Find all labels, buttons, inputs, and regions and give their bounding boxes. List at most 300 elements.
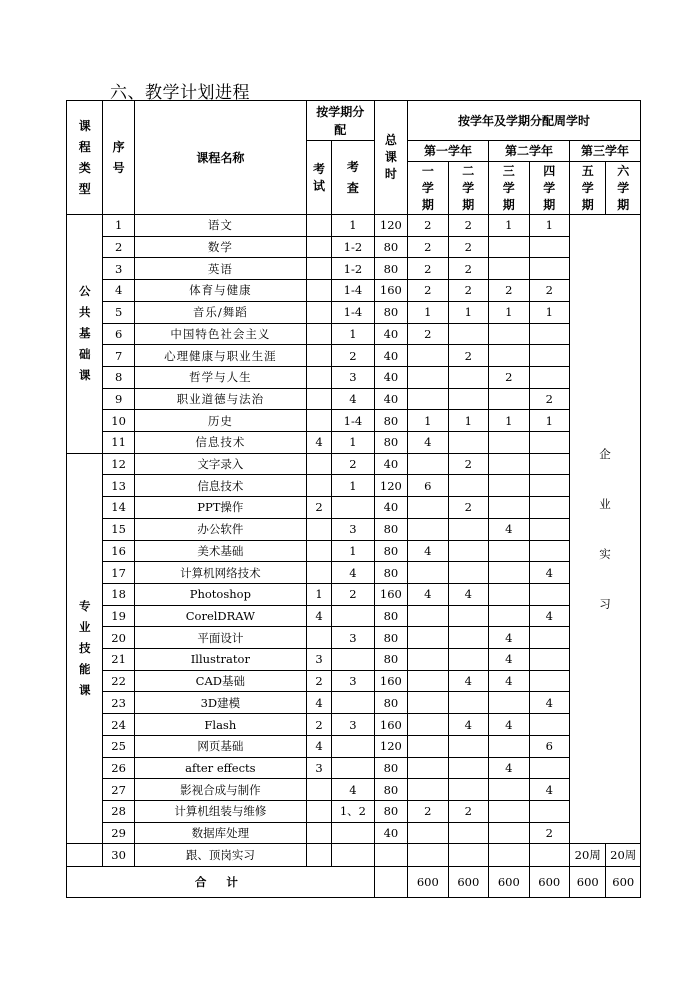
cell-term-1: 4 [408,540,448,562]
cell-exam [306,800,331,822]
cell-term-2: 4 [448,583,488,605]
table-row [67,670,641,692]
header-term-1: 一学期 [408,162,448,215]
cell-term-4: 4 [529,692,569,714]
table-row [67,453,641,475]
cell-term-3: 2 [489,280,529,302]
cell-check: 3 [332,518,375,540]
cell-seq: 21 [103,649,134,671]
cell-exam [306,301,331,323]
total-term-1: 600 [408,866,448,898]
cell-term-4 [529,670,569,692]
cell-term-1 [408,714,448,736]
cell-term-4 [529,844,569,866]
cell-term-2 [448,518,488,540]
cell-exam: 4 [306,605,331,627]
cell-term-4 [529,366,569,388]
internship-block: 企业实习 [570,215,641,844]
table-row [67,410,641,432]
cell-exam [306,627,331,649]
cell-term-2 [448,323,488,345]
table-row [67,779,641,801]
cell-seq: 5 [103,301,134,323]
cell-total-hours [374,866,407,898]
cell-seq: 26 [103,757,134,779]
cell-term-3 [489,822,529,844]
cell-term-2 [448,540,488,562]
cell-term-2: 2 [448,497,488,519]
cell-term-2: 2 [448,215,488,237]
cell-term-1: 6 [408,475,448,497]
cell-total-hours: 80 [374,540,407,562]
cell-term-2 [448,475,488,497]
cell-check: 1-4 [332,410,375,432]
cell-seq: 7 [103,345,134,367]
header-total-hours: 总课时 [374,101,407,215]
cell-term-1 [408,366,448,388]
table-row [67,432,641,454]
group-professional-skill: 专业技能课 [67,453,103,844]
cell-term-3: 1 [489,301,529,323]
table-row [67,540,641,562]
cell-check: 1-2 [332,236,375,258]
cell-seq: 10 [103,410,134,432]
cell-check: 4 [332,562,375,584]
cell-term-1 [408,388,448,410]
cell-check: 1 [332,475,375,497]
cell-term-2 [448,388,488,410]
cell-term-2 [448,779,488,801]
table-row [67,366,641,388]
cell-term-2: 2 [448,453,488,475]
cell-seq: 9 [103,388,134,410]
cell-term-1: 2 [408,236,448,258]
cell-term-2 [448,692,488,714]
table-row [67,388,641,410]
cell-term-4 [529,540,569,562]
plan-body [67,215,641,898]
cell-term-4: 2 [529,822,569,844]
total-term-6: 600 [606,866,641,898]
cell-term-3: 2 [489,366,529,388]
cell-total-hours: 80 [374,692,407,714]
table-row [67,280,641,302]
cell-term-4 [529,323,569,345]
cell-exam: 3 [306,649,331,671]
cell-seq: 13 [103,475,134,497]
cell-seq: 23 [103,692,134,714]
cell-seq: 20 [103,627,134,649]
header-year-1: 第一学年 [408,141,489,162]
cell-total-hours: 80 [374,800,407,822]
cell-term-3 [489,475,529,497]
cell-term-1: 4 [408,583,448,605]
cell-course-name: Illustrator [134,649,306,671]
cell-term-4 [529,518,569,540]
table-row [67,301,641,323]
cell-term-4 [529,497,569,519]
table-row [67,605,641,627]
cell-check: 3 [332,714,375,736]
cell-term-1 [408,670,448,692]
total-term-3: 600 [489,866,529,898]
cell-total-hours: 40 [374,366,407,388]
cell-term-2: 1 [448,301,488,323]
header-term-2: 二学期 [448,162,488,215]
cell-course-name: 数据库处理 [134,822,306,844]
cell-seq: 8 [103,366,134,388]
cell-term-3 [489,388,529,410]
teaching-plan-table [66,100,641,898]
cell-course-name: CorelDRAW [134,605,306,627]
cell-seq: 29 [103,822,134,844]
cell-term-3: 1 [489,410,529,432]
cell-term-4 [529,649,569,671]
cell-course-name: 3D建模 [134,692,306,714]
cell-term-4 [529,475,569,497]
header-term-4: 四学期 [529,162,569,215]
cell-exam [306,280,331,302]
cell-check [332,735,375,757]
cell-total-hours: 120 [374,475,407,497]
cell-total-hours: 160 [374,714,407,736]
header-seq: 序号 [103,101,134,215]
cell-term-4: 2 [529,388,569,410]
cell-term-4: 4 [529,562,569,584]
cell-exam [306,518,331,540]
cell-term-3 [489,258,529,280]
cell-exam [306,475,331,497]
cell-exam: 2 [306,714,331,736]
cell-term-4: 1 [529,301,569,323]
cell-course-name: 文字录入 [134,453,306,475]
cell-exam: 1 [306,583,331,605]
cell-course-name: 美术基础 [134,540,306,562]
cell-course-name: 英语 [134,258,306,280]
group-public-basic: 公共基础课 [67,215,103,454]
cell-check: 2 [332,453,375,475]
cell-term-4 [529,236,569,258]
cell-term-1: 1 [408,410,448,432]
cell-term-1 [408,497,448,519]
header-term-6: 六学期 [606,162,641,215]
header-term-5: 五学期 [570,162,606,215]
cell-total-hours: 160 [374,280,407,302]
cell-check [332,497,375,519]
cell-term-2: 4 [448,714,488,736]
cell-term-1: 4 [408,432,448,454]
cell-total-hours [374,844,407,866]
cell-term-1: 1 [408,301,448,323]
cell-course-name: 历史 [134,410,306,432]
cell-term-3 [489,692,529,714]
cell-total-hours: 80 [374,562,407,584]
cell-term-3 [489,562,529,584]
cell-course-name: 职业道德与法治 [134,388,306,410]
table-row [67,562,641,584]
cell-term-1: 2 [408,258,448,280]
cell-seq: 19 [103,605,134,627]
header-year-3: 第三学年 [570,141,641,162]
cell-term-1 [408,345,448,367]
cell-course-name: 体育与健康 [134,280,306,302]
cell-term-2 [448,432,488,454]
cell-term-1 [408,518,448,540]
cell-term-2 [448,562,488,584]
cell-term-2 [448,735,488,757]
cell-seq: 4 [103,280,134,302]
cell-course-name: 语文 [134,215,306,237]
cell-term-2: 2 [448,280,488,302]
cell-seq: 2 [103,236,134,258]
cell-exam [306,779,331,801]
cell-term-2 [448,605,488,627]
cell-course-name: 信息技术 [134,432,306,454]
cell-seq: 6 [103,323,134,345]
cell-term-1 [408,562,448,584]
cell-seq: 30 [103,844,134,866]
cell-term-4: 4 [529,779,569,801]
cell-check: 4 [332,779,375,801]
cell-course-name: 办公软件 [134,518,306,540]
table-row [67,627,641,649]
cell-term-4: 6 [529,735,569,757]
cell-term-3 [489,236,529,258]
cell-term-1 [408,779,448,801]
cell-term-1 [408,692,448,714]
cell-term-2 [448,757,488,779]
cell-total-hours: 160 [374,670,407,692]
cell-term-3 [489,323,529,345]
cell-check: 1-4 [332,280,375,302]
cell-term-3 [489,800,529,822]
table-row [67,692,641,714]
cell-total-hours: 80 [374,432,407,454]
cell-total-hours: 40 [374,822,407,844]
cell-term-1 [408,605,448,627]
cell-exam [306,345,331,367]
header-weekly-hours: 按学年及学期分配周学时 [408,101,641,141]
header-exam: 考试 [306,141,331,215]
cell-term-2: 2 [448,236,488,258]
cell-total-hours: 120 [374,215,407,237]
cell-check: 2 [332,345,375,367]
cell-exam: 2 [306,670,331,692]
cell-total-hours: 40 [374,345,407,367]
cell-term-1: 2 [408,800,448,822]
cell-course-name: after effects [134,757,306,779]
cell-seq: 24 [103,714,134,736]
cell-term-2: 1 [448,410,488,432]
cell-term-4 [529,627,569,649]
cell-term-3 [489,345,529,367]
cell-check: 1 [332,323,375,345]
cell-check [332,822,375,844]
cell-term-1 [408,627,448,649]
cell-term-3 [489,453,529,475]
cell-term-4 [529,453,569,475]
cell-term-3: 4 [489,649,529,671]
total-term-4: 600 [529,866,569,898]
cell-total-hours: 80 [374,518,407,540]
cell-term-2 [448,627,488,649]
cell-term-3: 4 [489,670,529,692]
cell-exam [306,366,331,388]
cell-total-hours: 80 [374,779,407,801]
cell-check [332,844,375,866]
cell-total-hours: 40 [374,453,407,475]
cell-exam: 4 [306,692,331,714]
header-check: 考查 [332,141,375,215]
cell-term-3 [489,583,529,605]
cell-term-3 [489,605,529,627]
cell-course-name: 心理健康与职业生涯 [134,345,306,367]
cell-check [332,692,375,714]
table-row [67,800,641,822]
table-row [67,475,641,497]
cell-exam [306,258,331,280]
cell-term-3: 4 [489,714,529,736]
cell-check: 3 [332,627,375,649]
cell-term-3 [489,735,529,757]
cell-check: 2 [332,583,375,605]
cell-course-name: Photoshop [134,583,306,605]
cell-term-4: 1 [529,215,569,237]
cell-term-2: 4 [448,670,488,692]
cell-term-3: 4 [489,518,529,540]
cell-total-hours: 80 [374,301,407,323]
cell-exam [306,236,331,258]
header-course-name: 课程名称 [134,101,306,215]
cell-course-name: 计算机组装与维修 [134,800,306,822]
cell-term-3 [489,432,529,454]
cell-term-1: 2 [408,215,448,237]
cell-term-2: 2 [448,800,488,822]
cell-check: 1-4 [332,301,375,323]
header-year-2: 第二学年 [489,141,570,162]
total-term-5: 600 [570,866,606,898]
cell-seq: 16 [103,540,134,562]
cell-course-name: 影视合成与制作 [134,779,306,801]
cell-term-1 [408,757,448,779]
cell-course-name: 哲学与人生 [134,366,306,388]
cell-term-1 [408,649,448,671]
cell-exam [306,822,331,844]
cell-total-hours: 80 [374,757,407,779]
cell-check: 4 [332,388,375,410]
cell-exam [306,562,331,584]
cell-term-2: 2 [448,345,488,367]
header-by-term: 按学期分配 [306,101,374,141]
page-title: 六、教学计划进程 [110,83,250,103]
cell-course-name: 音乐/舞蹈 [134,301,306,323]
table-row [67,649,641,671]
cell-total-hours: 40 [374,497,407,519]
table-row [67,844,641,866]
cell-term-4 [529,258,569,280]
cell-term-4 [529,757,569,779]
table-row [67,215,641,237]
cell-term-3: 4 [489,757,529,779]
cell-total-hours: 160 [374,583,407,605]
cell-term-4 [529,345,569,367]
cell-term-1 [408,453,448,475]
cell-term-1 [408,844,448,866]
cell-course-name: 平面设计 [134,627,306,649]
total-label: 合 计 [67,866,375,898]
cell-term-2 [448,822,488,844]
cell-term-3 [489,779,529,801]
header-term-3: 三学期 [489,162,529,215]
cell-term-4 [529,583,569,605]
cell-term-3 [489,497,529,519]
cell-check: 1、2 [332,800,375,822]
cell-seq: 22 [103,670,134,692]
cell-seq: 18 [103,583,134,605]
cell-term-4: 4 [529,605,569,627]
table-row [67,735,641,757]
cell-blank [67,844,103,866]
cell-check [332,649,375,671]
cell-term-3 [489,540,529,562]
cell-seq: 3 [103,258,134,280]
cell-exam [306,215,331,237]
table-row [67,518,641,540]
cell-term-1 [408,822,448,844]
cell-total-hours: 80 [374,649,407,671]
cell-term-2: 2 [448,258,488,280]
table-row [67,345,641,367]
cell-seq: 17 [103,562,134,584]
cell-total-hours: 80 [374,627,407,649]
cell-course-name: CAD基础 [134,670,306,692]
table-row [67,258,641,280]
cell-course-name: Flash [134,714,306,736]
cell-course-name: 中国特色社会主义 [134,323,306,345]
cell-seq: 28 [103,800,134,822]
cell-exam [306,844,331,866]
cell-total-hours: 80 [374,258,407,280]
cell-seq: 11 [103,432,134,454]
cell-term-2 [448,649,488,671]
total-row [67,866,641,898]
table-row [67,497,641,519]
cell-course-name: PPT操作 [134,497,306,519]
cell-exam [306,410,331,432]
header-course-type: 课程类型 [67,101,103,215]
table-row [67,714,641,736]
table-row [67,822,641,844]
cell-seq: 1 [103,215,134,237]
table-row [67,757,641,779]
cell-check: 1 [332,215,375,237]
cell-course-name: 网页基础 [134,735,306,757]
cell-exam: 4 [306,735,331,757]
cell-term-4: 1 [529,410,569,432]
cell-seq: 25 [103,735,134,757]
cell-check: 1 [332,432,375,454]
cell-term-3: 1 [489,215,529,237]
cell-term-4 [529,432,569,454]
cell-term-3 [489,844,529,866]
cell-term-4 [529,800,569,822]
cell-seq: 14 [103,497,134,519]
cell-exam: 2 [306,497,331,519]
table-row [67,236,641,258]
cell-seq: 27 [103,779,134,801]
cell-exam: 4 [306,432,331,454]
cell-term-6: 20周 [606,844,641,866]
